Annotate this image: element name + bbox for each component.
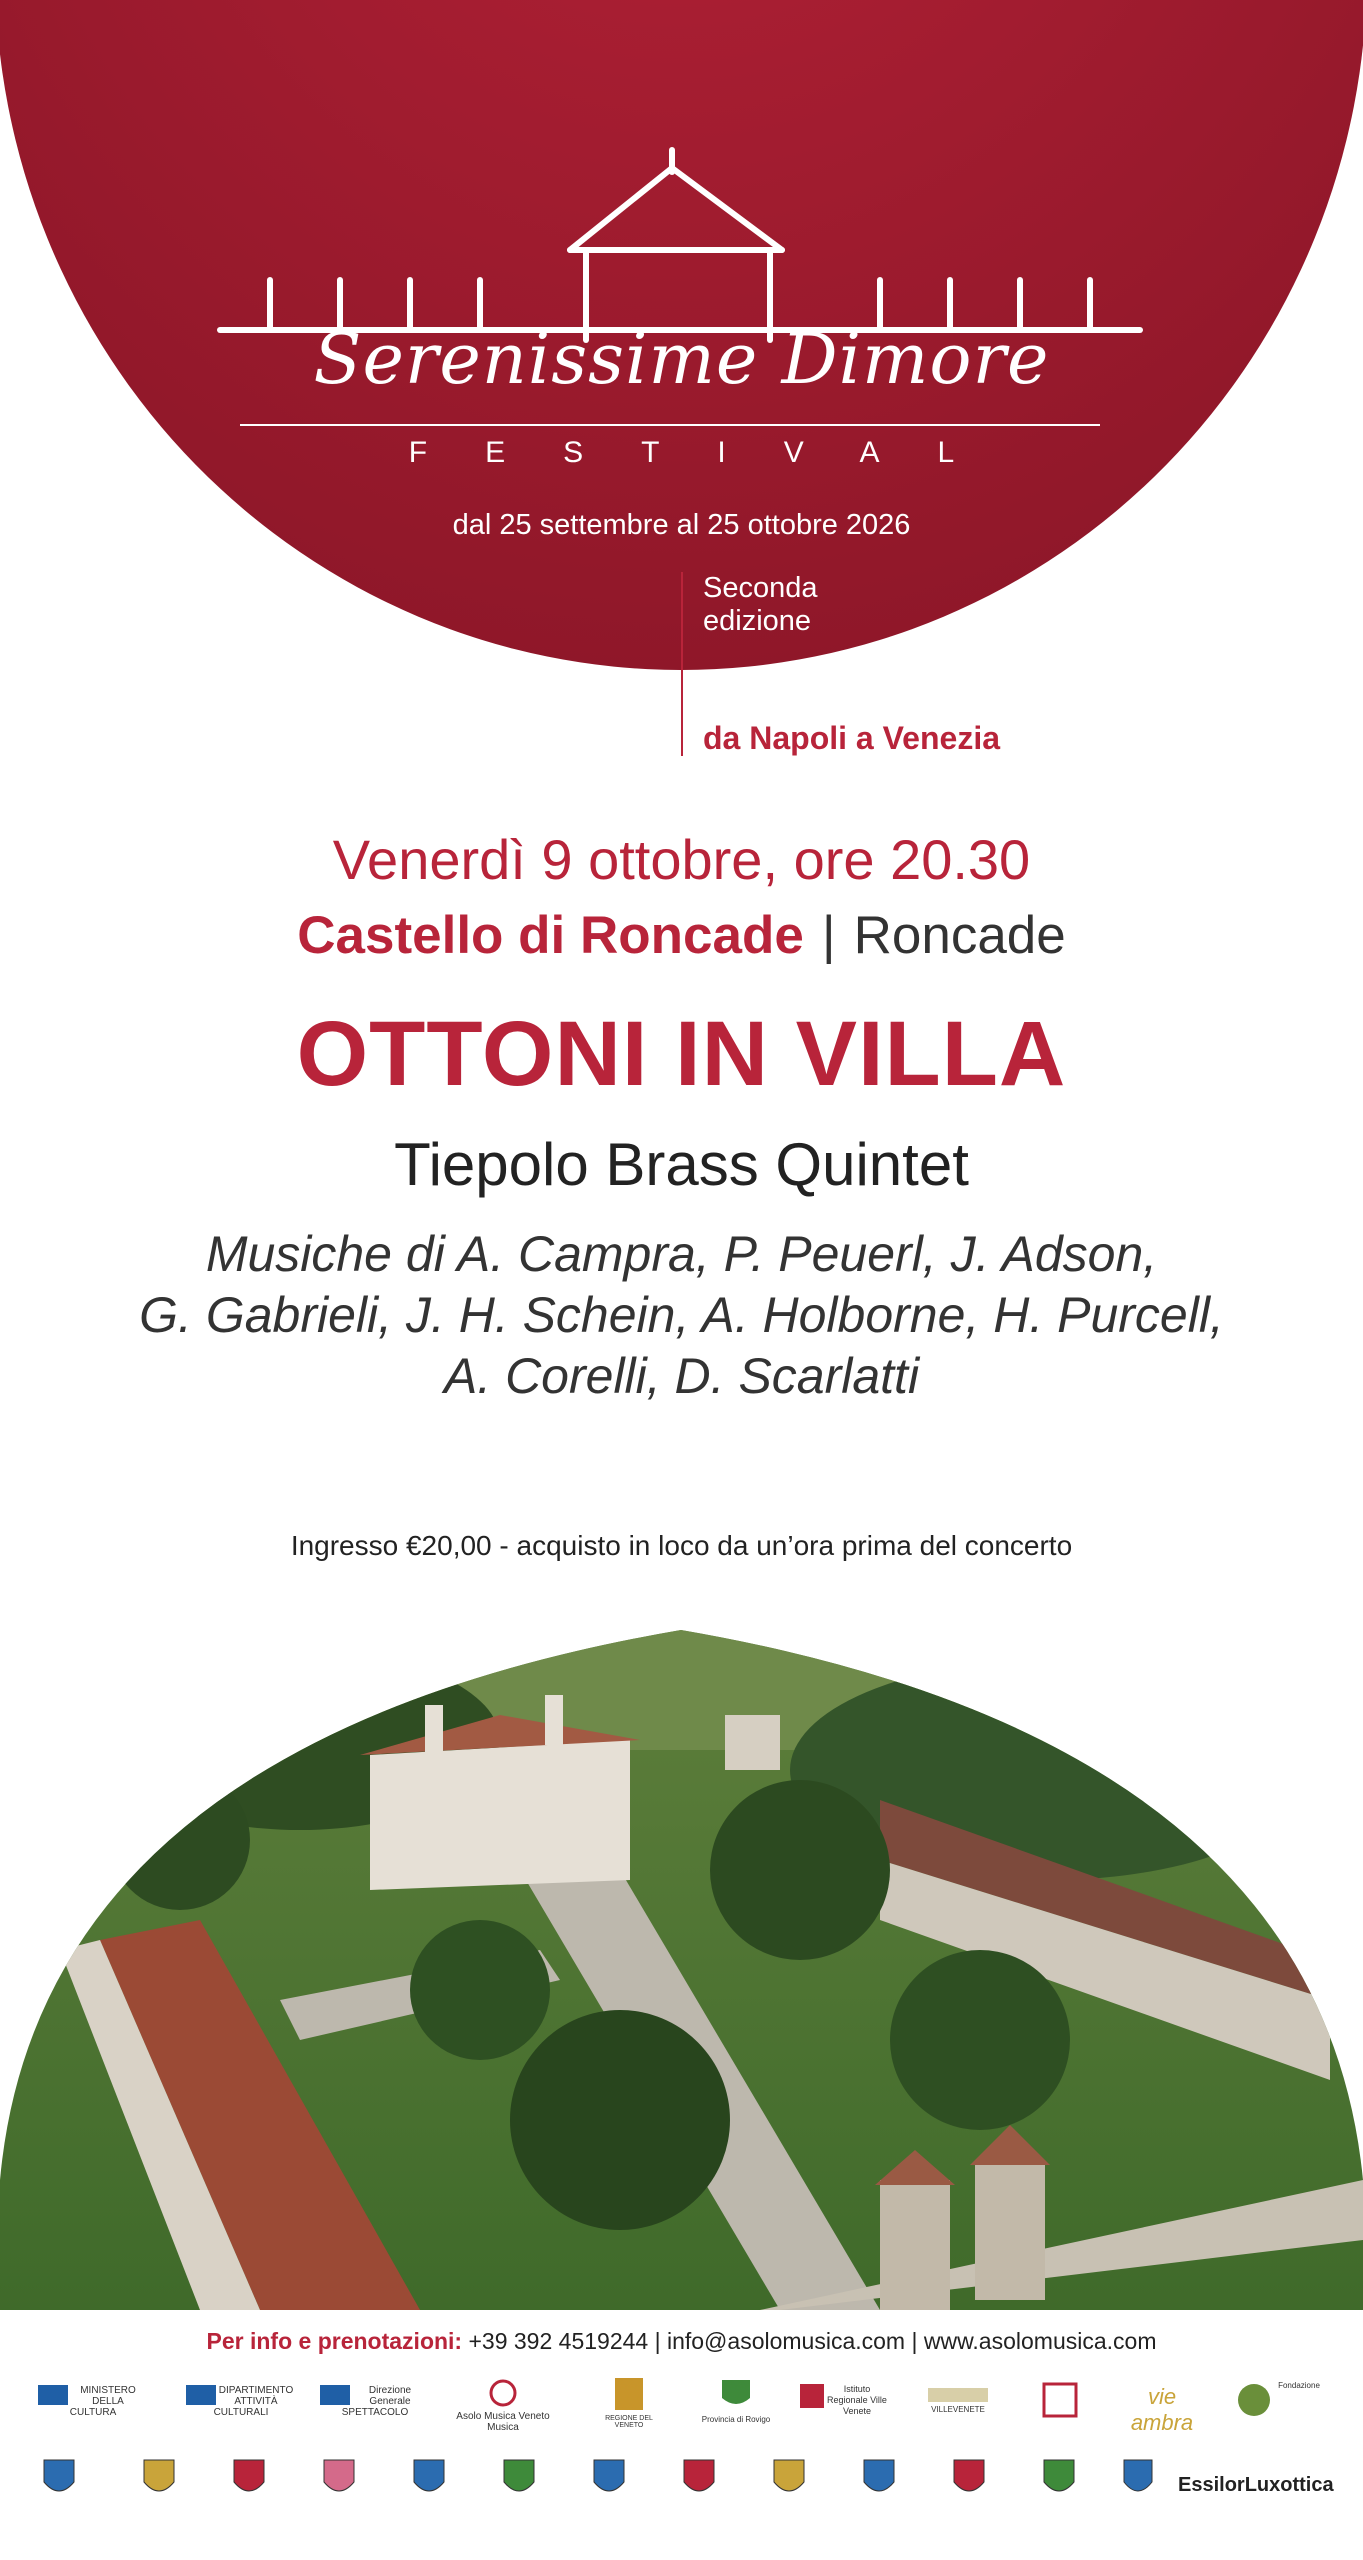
contact-phone[interactable]: +39 392 4519244 (468, 2328, 649, 2354)
program-line-3: A. Corelli, D. Scarlatti (443, 1348, 920, 1404)
contact-email[interactable]: info@asolomusica.com (666, 2328, 906, 2354)
edition-line-2: edizione (703, 605, 812, 637)
contact-web[interactable]: www.asolomusica.com (923, 2328, 1157, 2354)
irvv-logo (800, 2384, 890, 2428)
venue-name: Castello di Roncade (297, 906, 804, 965)
mic-culture-label: MINISTERO DELLA CULTURA (69, 2385, 136, 2418)
fondazione-logo (1234, 2380, 1324, 2430)
castle-aerial-photo (0, 1620, 1363, 2310)
festival-logo-name: Serenissime Dimore (313, 318, 1050, 400)
edition-line-1: Seconda (703, 572, 818, 604)
mic-attivita-logo (186, 2385, 296, 2425)
divider-line (681, 572, 683, 756)
provincia-rovigo-label: Provincia di Rovigo (701, 2415, 771, 2424)
event-title: OTTONI IN VILLA (296, 1003, 1067, 1105)
partner-crest-logo (1030, 2380, 1090, 2430)
route-label: da Napoli a Venezia (703, 720, 1000, 756)
essilorluxottica-logo: EssilorLuxottica (1178, 2474, 1334, 2496)
regione-veneto-label: REGIONE DEL VENETO (605, 2415, 653, 2429)
asolo-musica-label: Asolo Musica Veneto Musica (456, 2411, 550, 2433)
regione-veneto-logo (594, 2376, 664, 2436)
venue-separator: | (821, 906, 836, 965)
festival-dates: dal 25 settembre al 25 ottobre 2026 (452, 509, 911, 541)
festival-logo-word: FESTIVAL (408, 436, 1013, 469)
provincia-rovigo-logo (696, 2376, 776, 2436)
program-list (0, 1224, 1363, 1407)
irvv-label: Istituto Regionale Ville Venete (827, 2384, 887, 2416)
program-line-1: Musiche di A. Campra, P. Peuerl, J. Adson, (205, 1226, 1158, 1282)
vie-ambra-label: vie ambra (1130, 2384, 1194, 2435)
asolo-musica-logo (448, 2378, 558, 2433)
mic-culture-logo (38, 2385, 148, 2425)
edition-label (703, 572, 818, 638)
contact-sep-1: | (654, 2328, 661, 2354)
event-datetime: Venerdì 9 ottobre, ore 20.30 (332, 828, 1031, 891)
program-line-2: G. Gabrieli, J. H. Schein, A. Holborne, H. Purcell, (139, 1287, 1224, 1343)
performer-name: Tiepolo Brass Quintet (394, 1131, 969, 1198)
town-name: Roncade (853, 906, 1066, 965)
event-location (0, 905, 1363, 966)
villevenete-label: VILLEVENETE (931, 2405, 985, 2414)
crest-icons (44, 2460, 1152, 2491)
mic-spettacolo-logo (320, 2385, 430, 2425)
vie-ambra-logo (1122, 2384, 1202, 2435)
contact-sep-2: | (911, 2328, 918, 2354)
fondazione-label: Fondazione (1278, 2381, 1320, 2390)
villevenete-logo (916, 2388, 1000, 2424)
ticket-info: Ingresso €20,00 - acquisto in loco da un’ora prima del concerto (290, 1530, 1073, 1561)
municipal-crests-row (34, 2452, 1154, 2512)
contact-line (0, 2328, 1363, 2355)
mic-spettacolo-label: Direzione Generale SPETTACOLO (341, 2385, 412, 2418)
mic-attivita-label: DIPARTIMENTO ATTIVITÀ CULTURALI (213, 2385, 294, 2418)
contact-label: Per info e prenotazioni: (206, 2328, 463, 2354)
